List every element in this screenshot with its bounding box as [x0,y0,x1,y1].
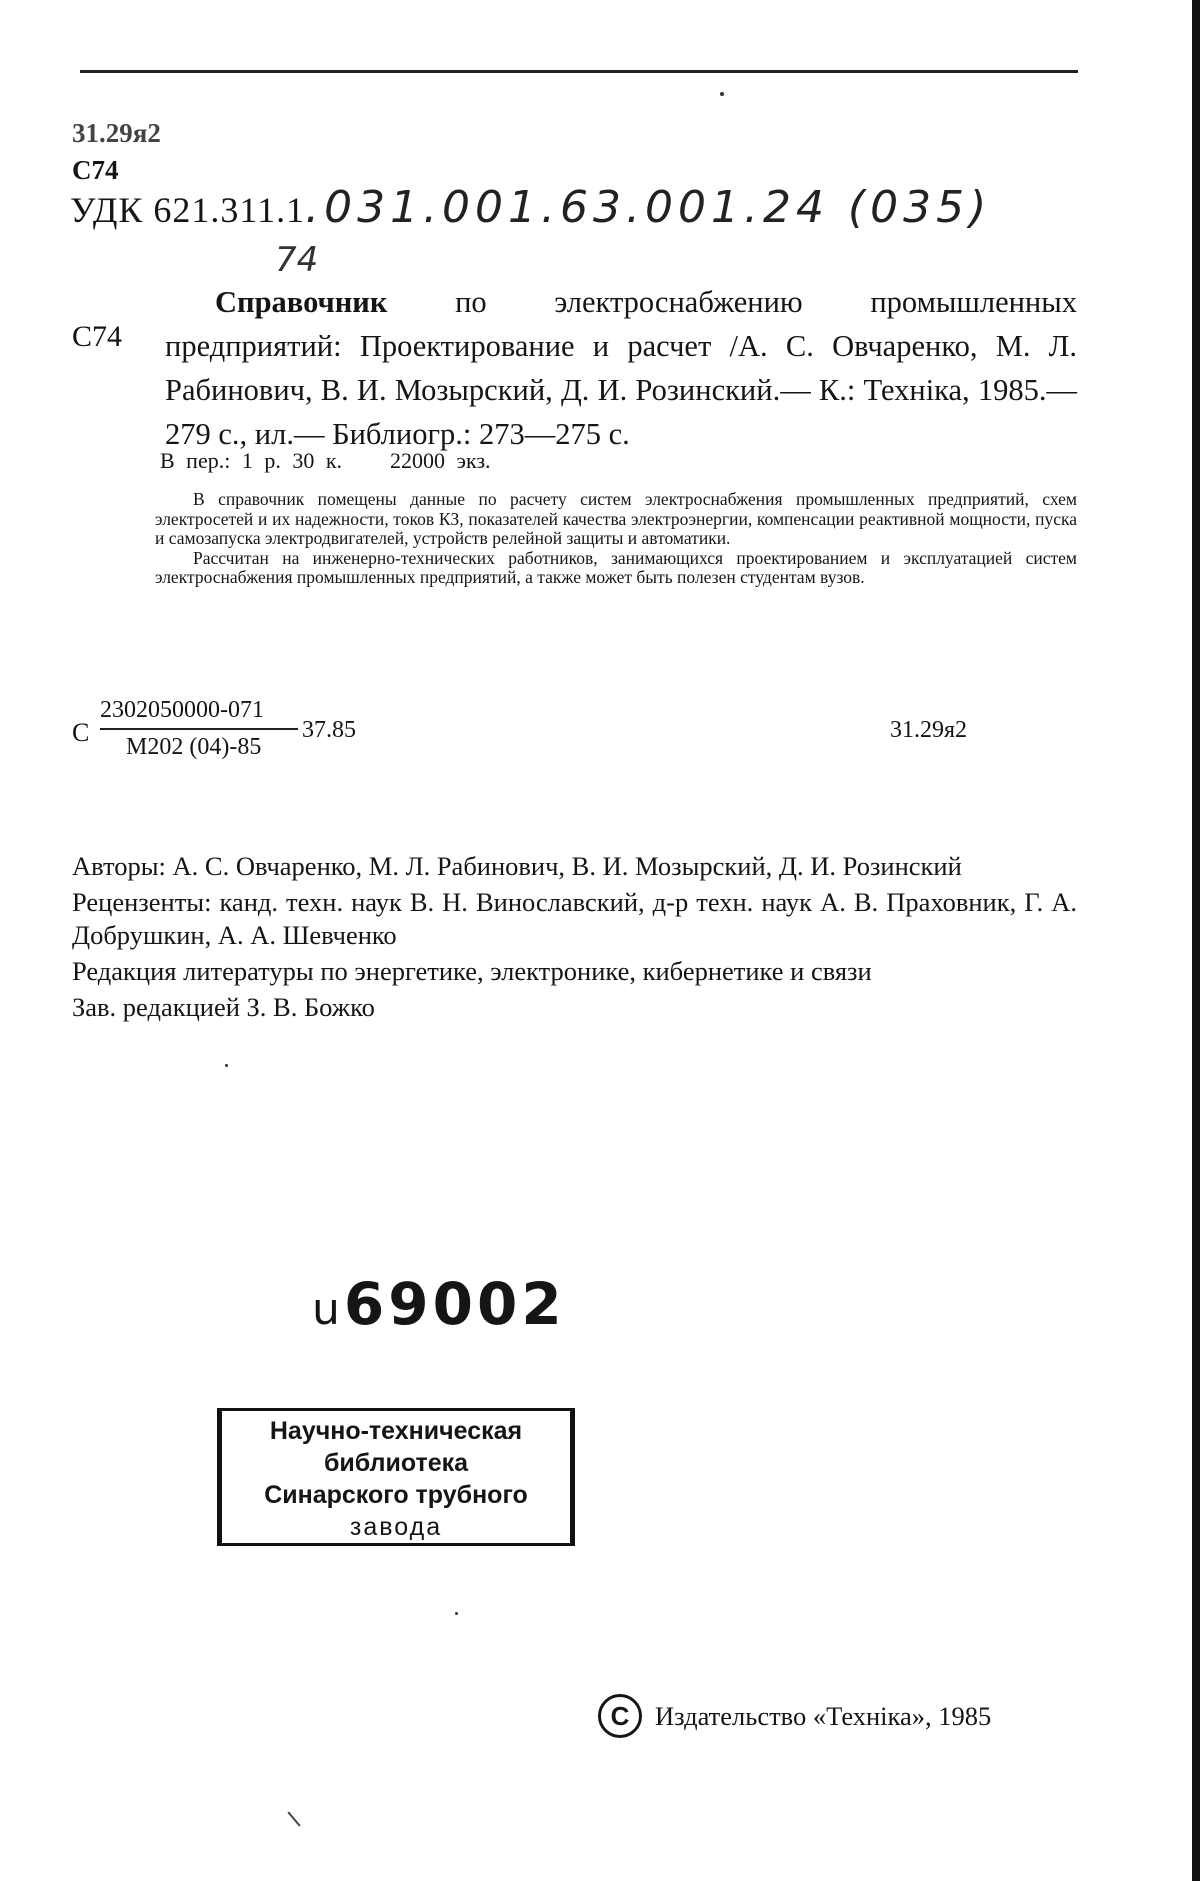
stamp-line: Синарского трубного [264,1481,528,1509]
formula-numerator: 2302050000-071 [100,697,264,723]
inventory-digits: 69002 [343,1270,566,1338]
authors-line: Авторы: А. С. Овчаренко, М. Л. Рабинович, В. И. Мозырский, Д. И. Розинский [72,851,962,881]
udc-handwritten: .031.001.63.001.24 (035) [305,182,992,233]
formula-letter: С [72,718,90,747]
formula-price-code: 37.85 [302,717,356,743]
bibliographic-entry [165,280,1077,456]
entry-sign: С74 [72,320,123,353]
page-edge-shadow [1192,0,1200,1881]
annotation [155,490,1077,588]
stamp-line: Научно-техническая [269,1417,523,1445]
author-sign: С74 [72,155,119,185]
top-rule [80,70,1078,73]
credits [72,850,1077,1027]
copyright [597,1693,991,1739]
speck [455,1612,458,1615]
udc-line [70,182,991,233]
formula-fraction-line [100,728,298,730]
entry-text: по электроснабжению промышленных предприятий: Проектирование и расчет /А. С. Овчаренко, М. Л. Рабинович, В. И. Мозырский, Д. И. Розинский.— К.: Техніка, 1985.— 279 с., ил.— Библиогр.: 273—275 с. [165,285,1077,451]
speck [287,1811,300,1826]
copyright-icon [597,1693,643,1739]
annotation-paragraph: Рассчитан на инженерно-технических работников, занимающихся проектированием и эксплуатацией систем электроснабжения промышленных предприятий, а также может быть полезен студентам вузов. [155,547,1077,587]
formula-denominator: М202 (04)-85 [126,734,262,760]
svg-text:C: C [610,1701,630,1731]
library-stamp [217,1408,575,1546]
handwritten-note: 74 [275,240,319,280]
entry-title: Справочник [215,285,388,319]
annotation-paragraph: В справочник помещены данные по расчету систем электроснабжения промышленных предприятий, схем электросетей и их надежности, токов КЗ, показателей качества электроэнергии, компенсации реактивной мощности, пуска и самозапуска электродвигателей, устройств релейной защиты и автоматики. [155,489,1077,548]
price-line [160,448,491,474]
editorial-line: Редакция литературы по энергетике, электронике, кибернетике и связи [72,956,872,986]
speck [720,92,724,96]
stamp-line: завода [349,1513,443,1541]
formula-bbk: 31.29я2 [890,717,968,743]
stamp-line: библиотека [323,1449,469,1477]
price: В пер.: 1 р. 30 к. [160,448,343,473]
bbk-code: 31.29я2 [72,118,161,148]
copies: 22000 экз. [390,448,491,473]
inventory-prefix: u [312,1284,344,1335]
inventory-number [312,1270,566,1338]
udc-printed: УДК 621.311.1 [70,190,306,230]
reviewers-line: Рецензенты: канд. техн. наук В. Н. Винославский, д-р техн. наук А. В. Праховник, Г. А. Добрушкин, А. А. Шевченко [72,887,1077,950]
copyright-text: Издательство «Техніка», 1985 [655,1700,992,1731]
speck [225,1064,228,1067]
head-editor-line: Зав. редакцией З. В. Божко [72,992,375,1022]
